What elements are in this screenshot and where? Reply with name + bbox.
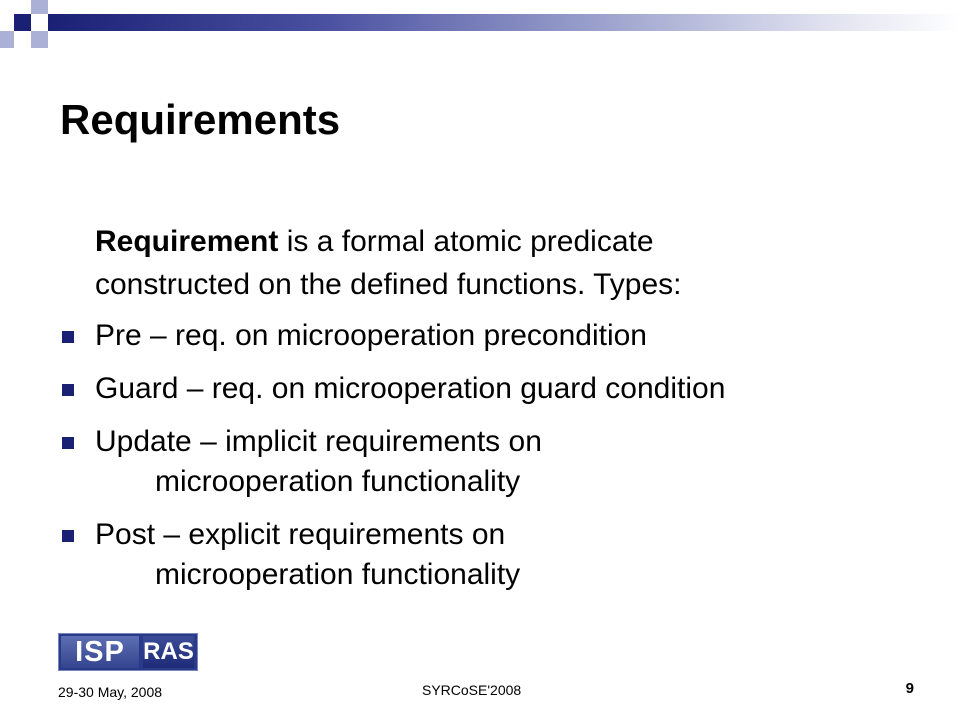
intro-line1-rest: is a formal atomic predicate	[278, 225, 654, 258]
bullet-line-continued: microoperation functionality	[155, 465, 521, 498]
corner-square-dark-1	[14, 14, 31, 31]
bullet-item-guard	[60, 369, 940, 409]
logo-part-isp: ISP	[61, 636, 139, 668]
bullet-line: Update – implicit requirements on	[95, 425, 542, 458]
footer-conference: SYRCoSE'2008	[422, 682, 522, 698]
square-bullet-icon	[62, 384, 74, 396]
intro-paragraph	[95, 220, 895, 306]
logo-part-ras: RAS	[143, 636, 194, 668]
footer-date: 29-30 May, 2008	[58, 684, 163, 700]
bullet-item-pre	[60, 316, 940, 356]
page-number: 9	[905, 680, 914, 697]
header-gradient-bar	[48, 14, 960, 31]
intro-line2: constructed on the defined functions. Types:	[95, 268, 682, 301]
corner-square-light-3	[0, 31, 14, 48]
bullet-list	[60, 316, 940, 608]
corner-square-light-2	[31, 31, 48, 48]
bullet-line: Pre – req. on microoperation precondition	[95, 319, 647, 352]
ispras-logo	[58, 633, 198, 671]
intro-term: Requirement	[95, 225, 279, 258]
square-bullet-icon	[62, 530, 74, 542]
slide-title: Requirements	[60, 96, 341, 143]
square-bullet-icon	[62, 331, 74, 343]
bullet-line-continued: microoperation functionality	[155, 558, 521, 591]
bullet-item-update	[60, 422, 940, 502]
bullet-line: Guard – req. on microoperation guard condition	[95, 372, 726, 405]
square-bullet-icon	[62, 437, 74, 449]
bullet-line: Post – explicit requirements on	[95, 518, 506, 551]
bullet-item-post	[60, 515, 940, 595]
corner-square-light-1	[31, 0, 48, 14]
